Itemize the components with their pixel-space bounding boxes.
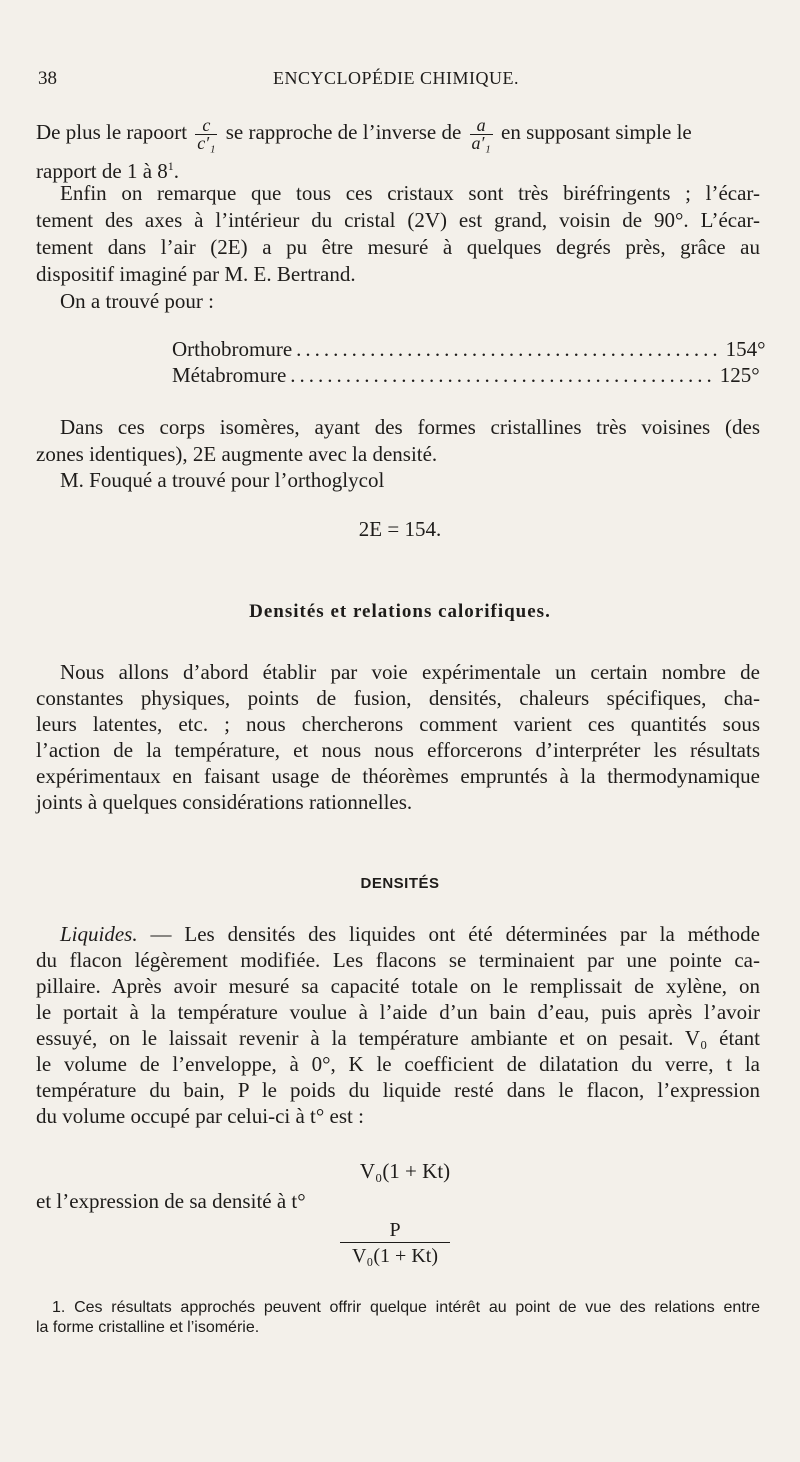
footnote-line: 1. Ces résultats approchés peuvent offrir quelque intérêt au point de vue des relations entre	[52, 1299, 760, 1316]
frac1-num: c	[202, 114, 211, 135]
para-line: pillaire. Après avoir mesuré sa capacité totale on le remplissait de xylène, on	[36, 974, 760, 998]
para-line: On a trouvé pour :	[60, 289, 214, 313]
intro-line-2-end: .	[173, 159, 180, 183]
measurement-value: 154°	[725, 337, 766, 361]
para-line: joints à quelques considérations rationnelles.	[36, 790, 413, 814]
page-number: 38	[38, 68, 57, 89]
intro-text-c: en supposant simple le	[501, 120, 692, 144]
subsection-title: DENSITÉS	[360, 875, 440, 892]
measurement-row	[172, 362, 760, 388]
para-line: dispositif imaginé par M. E. Bertrand.	[36, 262, 356, 286]
para-line: du flacon légèrement modifiée. Les flacons se terminaient par une pointe ca-	[36, 948, 760, 972]
para-line: et l’expression de sa densité à t°	[36, 1189, 306, 1213]
intro-line-2-text: rapport de 1 à 8	[36, 159, 168, 183]
leader-dots: ..............................................	[296, 337, 722, 361]
para-line: l’action de la température, et nous nous efforcerons d’interpréter les résultats	[36, 738, 760, 762]
para-line: le portait à la température voulue à l’aide d’un bain d’eau, puis après l’avoir	[36, 1000, 760, 1024]
density-denominator: V₀(1 + Kt)	[340, 1242, 450, 1269]
para-line: expérimentaux en faisant usage de théorèmes empruntés à la thermodynamique	[36, 764, 760, 788]
running-title: ENCYCLOPÉDIE CHIMIQUE.	[273, 68, 519, 88]
para-line: tement des axes à l’intérieur du cristal (2V) est grand, voisin de 90°. L’écar-	[36, 208, 760, 232]
density-numerator: P	[389, 1219, 401, 1241]
leader-dots: ..............................................	[290, 363, 716, 387]
para-line: du volume occupé par celui-ci à t° est :	[36, 1104, 364, 1128]
liquides-label: Liquides.	[60, 922, 138, 946]
para-line: température du bain, P le poids du liquide resté dans le flacon, l’expression	[36, 1078, 760, 1102]
measurement-name: Métabromure	[172, 363, 287, 387]
para-line: Enfin on remarque que tous ces cristaux sont très biréfringents ; l’écar-	[60, 181, 760, 205]
frac2-num: a	[476, 114, 486, 135]
para-line: zones identiques), 2E augmente avec la densité.	[36, 442, 438, 466]
para-line: essuyé, on le laissait revenir à la température ambiante et on pesait. V₀ étant	[36, 1026, 760, 1050]
para-line: M. Fouqué a trouvé pour l’orthoglycol	[60, 468, 385, 492]
footnote-line: la forme cristalline et l’isomérie.	[36, 1319, 260, 1336]
fraction-a-over-a1	[470, 114, 493, 153]
para-line: le volume de l’enveloppe, à 0°, K le coefficient de dilatation du verre, t la	[36, 1052, 760, 1076]
para-line: Nous allons d’abord établir par voie expérimentale un certain nombre de	[60, 660, 760, 684]
page-header	[38, 68, 754, 96]
equation-2e: 2E = 154.	[358, 517, 442, 541]
intro-text-b: se rapproche de l’inverse de	[225, 120, 462, 144]
section-title: Densités et relations calorifiques.	[249, 601, 551, 622]
intro-line-1	[36, 112, 760, 152]
para-line: constantes physiques, points de fusion, densités, chaleurs spécifiques, cha-	[36, 686, 760, 710]
formula-volume: V₀(1 + Kt)	[359, 1159, 451, 1183]
intro-text-a: De plus le rapoort	[36, 120, 188, 144]
liquides-line-1	[60, 921, 760, 947]
liquides-line-1-text: — Les densités des liquides ont été déterminées par la méthode	[137, 922, 760, 946]
fraction-c-over-c1	[195, 114, 217, 153]
measurement-value: 125°	[719, 363, 760, 387]
frac1-den: c′₁	[197, 132, 216, 153]
measurement-name: Orthobromure	[172, 337, 293, 361]
para-line: leurs latentes, etc. ; nous chercherons comment varient ces quantités sous	[36, 712, 760, 736]
measurement-row	[172, 336, 766, 362]
para-line: tement dans l’air (2E) a pu être mesuré à quelques degrés près, grâce au	[36, 235, 760, 259]
footnote-ref[interactable]: 1	[167, 159, 174, 173]
formula-density	[340, 1218, 450, 1269]
para-line: Dans ces corps isomères, ayant des formes cristallines très voisines (des	[60, 415, 760, 439]
frac2-den: a′₁	[471, 132, 491, 153]
